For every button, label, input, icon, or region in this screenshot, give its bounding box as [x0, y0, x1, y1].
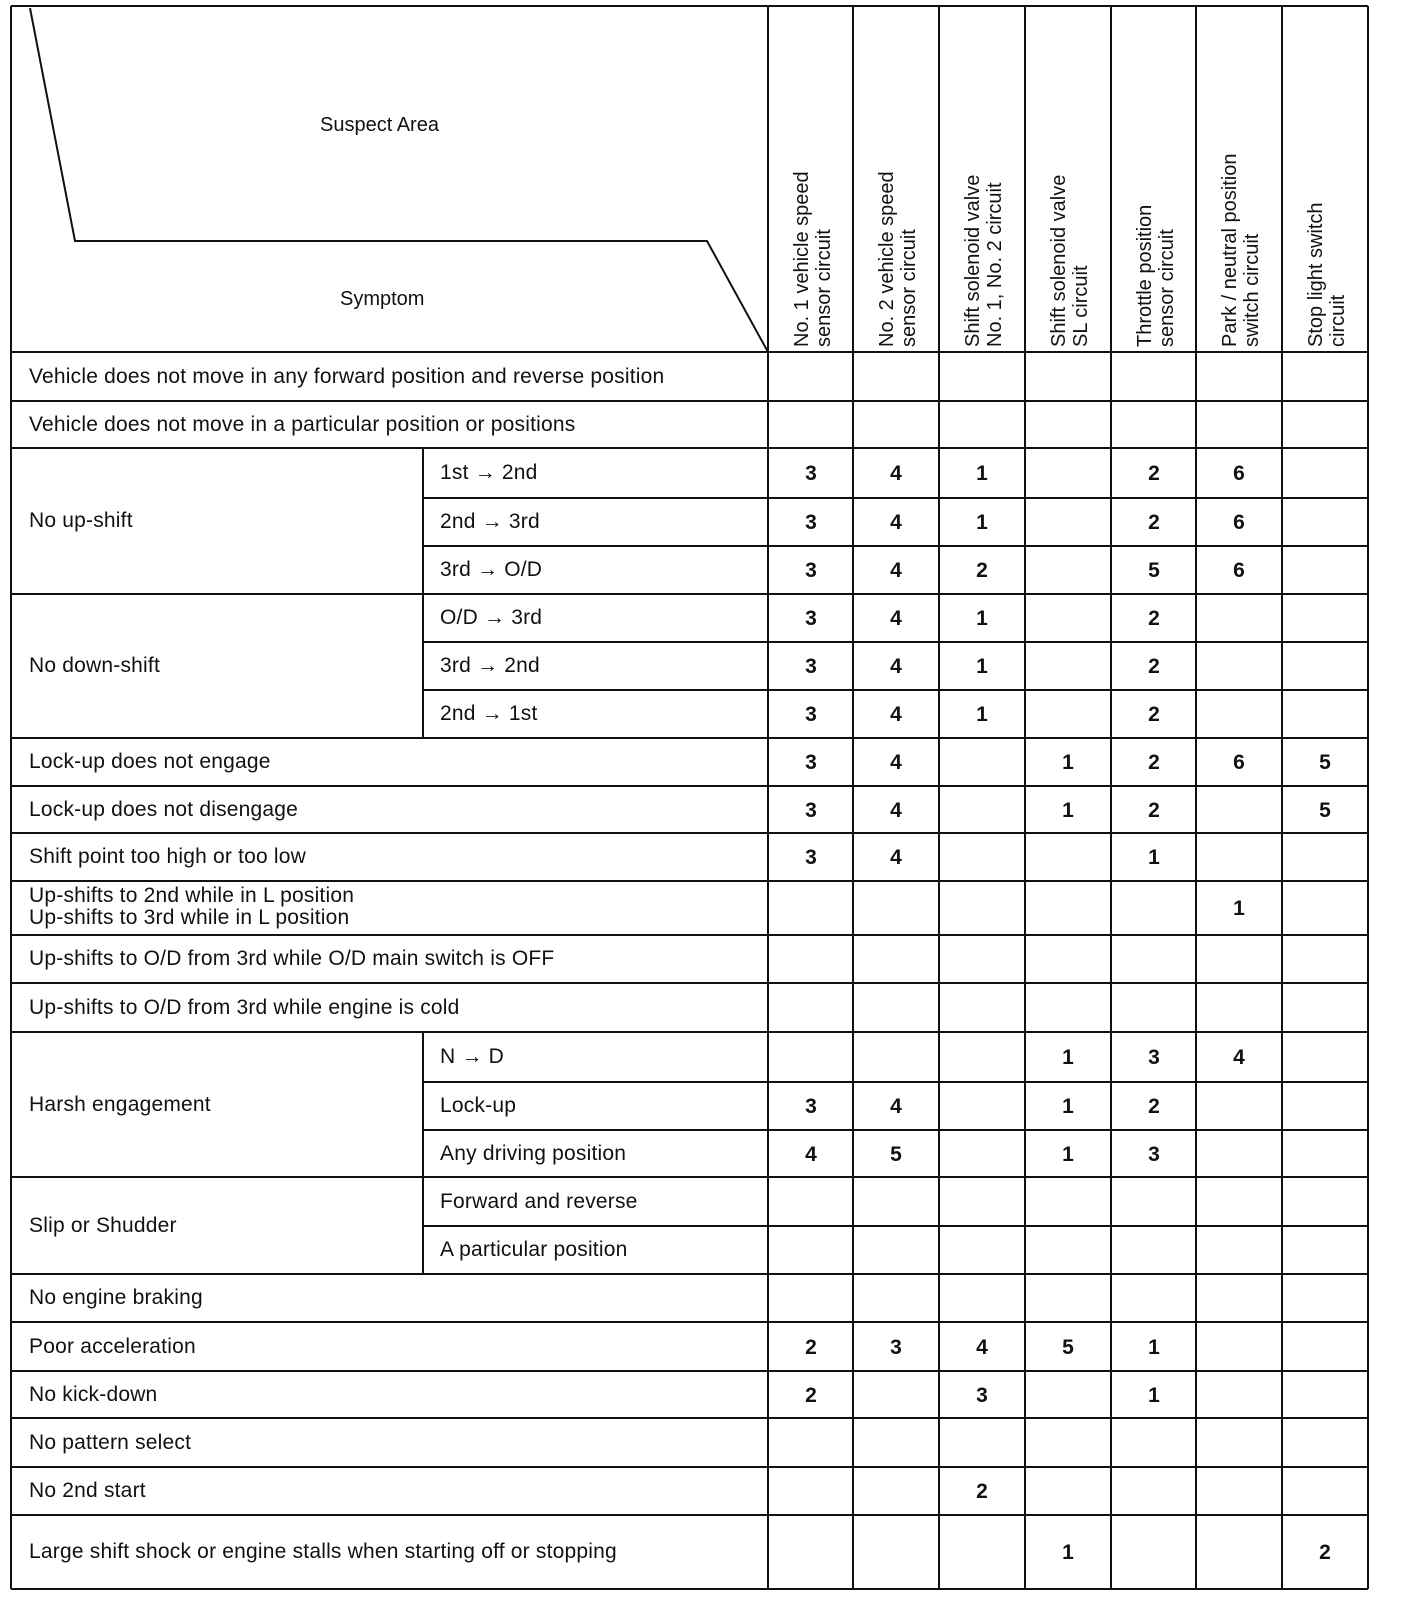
- row-divider: [11, 737, 1368, 739]
- symptom-label: No engine braking: [29, 1286, 203, 1309]
- column-header-line1: Shift solenoid valve: [962, 174, 984, 347]
- priority-value: 2: [976, 559, 988, 582]
- priority-value: 4: [890, 703, 902, 726]
- row-divider: [11, 785, 1368, 787]
- subrow-divider: [423, 1129, 1368, 1131]
- priority-value: 6: [1233, 462, 1245, 485]
- priority-value: 4: [890, 1095, 902, 1118]
- priority-value: 3: [805, 511, 817, 534]
- priority-value: 2: [1319, 1541, 1331, 1564]
- subcondition-label: Any driving position: [440, 1141, 627, 1165]
- symptom-label: Poor acceleration: [29, 1334, 196, 1358]
- priority-value: 1: [976, 462, 988, 485]
- row-divider: [11, 593, 1368, 595]
- priority-value: 1: [1062, 1046, 1074, 1069]
- priority-value: 5: [1319, 798, 1331, 822]
- subcondition-label: N → D: [440, 1045, 504, 1068]
- column-header: [867, 12, 929, 347]
- priority-value: 1: [1233, 897, 1245, 920]
- column-header-line1: No. 1 vehicle speed: [791, 171, 813, 347]
- row-divider: [11, 1514, 1368, 1516]
- column-header-line2: sensor circuit: [898, 229, 920, 347]
- priority-value: 1: [1062, 1095, 1074, 1118]
- priority-value: 5: [1319, 751, 1331, 774]
- priority-value: 1: [976, 607, 988, 630]
- subrow-divider: [423, 689, 1368, 691]
- symptom-label: Slip or Shudder: [29, 1213, 177, 1237]
- priority-value: 4: [890, 462, 902, 485]
- symptom-label: Harsh engagement: [29, 1092, 211, 1116]
- subcategory-divider: [422, 594, 424, 738]
- symptom-label: Up-shifts to 3rd while in L position: [29, 906, 350, 929]
- priority-value: 5: [1062, 1335, 1074, 1359]
- priority-value: 1: [1148, 846, 1160, 869]
- subcondition-label: O/D → 3rd: [440, 606, 543, 629]
- column-divider: [1281, 6, 1283, 1589]
- priority-value: 3: [805, 559, 817, 582]
- priority-value: 5: [890, 1142, 902, 1166]
- priority-value: 1: [976, 703, 988, 726]
- symptom-label: No pattern select: [29, 1430, 192, 1454]
- row-divider: [11, 1417, 1368, 1419]
- priority-value: 4: [890, 607, 902, 630]
- priority-value: 5: [1148, 559, 1160, 582]
- table-border-left: [10, 6, 12, 1589]
- subrow-divider: [423, 545, 1368, 547]
- table-border-top: [11, 5, 1368, 7]
- symptom-label: Up-shifts to O/D from 3rd while O/D main switch is OFF: [29, 947, 555, 970]
- priority-value: 1: [1062, 1541, 1074, 1564]
- column-header-line1: Shift solenoid valve: [1048, 174, 1070, 347]
- priority-value: 4: [890, 846, 902, 869]
- priority-value: 3: [805, 655, 817, 678]
- table-border-right: [1367, 6, 1369, 1589]
- priority-value: 2: [1148, 511, 1160, 534]
- column-header-line2: sensor circuit: [813, 229, 835, 347]
- priority-value: 4: [890, 655, 902, 678]
- table-border-bottom: [11, 1588, 1368, 1590]
- symptom-label: Up-shifts to O/D from 3rd while engine is cold: [29, 995, 460, 1019]
- column-header-line2: switch circuit: [1241, 233, 1263, 347]
- priority-value: 4: [1233, 1046, 1245, 1069]
- column-header-line2: circuit: [1327, 294, 1349, 347]
- column-header: [1210, 12, 1272, 347]
- subrow-divider: [423, 1225, 1368, 1227]
- priority-value: 6: [1233, 559, 1245, 582]
- symptom-label: Vehicle does not move in a particular position or positions: [29, 412, 576, 436]
- priority-value: 1: [1062, 751, 1074, 774]
- symptom-label: Large shift shock or engine stalls when starting off or stopping: [29, 1540, 617, 1563]
- symptom-label: Vehicle does not move in any forward position and reverse position: [29, 364, 665, 388]
- subrow-divider: [423, 1081, 1368, 1083]
- symptom-label: Lock-up does not disengage: [29, 797, 299, 821]
- row-divider: [11, 1273, 1368, 1275]
- column-header-line1: Stop light switch: [1305, 202, 1327, 347]
- priority-value: 4: [890, 559, 902, 582]
- priority-value: 1: [1148, 1335, 1160, 1359]
- priority-value: 4: [890, 798, 902, 822]
- priority-value: 4: [805, 1142, 817, 1166]
- priority-value: 2: [805, 1335, 817, 1359]
- priority-value: 3: [805, 751, 817, 774]
- priority-value: 4: [976, 1335, 988, 1359]
- priority-value: 6: [1233, 751, 1245, 774]
- subcondition-label: Lock-up: [440, 1094, 517, 1117]
- subrow-divider: [423, 497, 1368, 499]
- priority-value: 3: [805, 846, 817, 869]
- priority-value: 1: [976, 511, 988, 534]
- column-header: [1125, 12, 1187, 347]
- subcondition-label: Forward and reverse: [440, 1189, 638, 1213]
- priority-value: 3: [805, 1095, 817, 1118]
- column-header-line1: Throttle position: [1134, 204, 1156, 347]
- symptom-label: No down-shift: [29, 654, 160, 677]
- suspect-area-label: Suspect Area: [320, 114, 439, 136]
- priority-value: 3: [1148, 1046, 1160, 1069]
- symptom-label: Shift point too high or too low: [29, 845, 307, 868]
- priority-value: 2: [1148, 607, 1160, 630]
- subcategory-divider: [422, 1177, 424, 1274]
- column-header-line2: sensor circuit: [1156, 229, 1178, 347]
- row-divider: [11, 1176, 1368, 1178]
- column-header: [1296, 12, 1358, 347]
- priority-value: 3: [805, 798, 817, 822]
- row-divider: [11, 880, 1368, 882]
- priority-value: 1: [1062, 798, 1074, 822]
- priority-value: 4: [890, 751, 902, 774]
- column-header-line2: SL circuit: [1070, 265, 1092, 347]
- subrow-divider: [423, 641, 1368, 643]
- row-divider: [11, 400, 1368, 402]
- symptom-label: Symptom: [340, 288, 425, 310]
- priority-value: 2: [1148, 798, 1160, 822]
- priority-value: 2: [1148, 751, 1160, 774]
- priority-value: 6: [1233, 511, 1245, 534]
- row-divider: [11, 1321, 1368, 1323]
- header-divider: [11, 351, 1368, 353]
- priority-value: 3: [805, 462, 817, 485]
- subcondition-label: A particular position: [440, 1238, 628, 1261]
- subcondition-label: 3rd → 2nd: [440, 654, 540, 677]
- column-header-line1: Park / neutral position: [1219, 153, 1241, 347]
- priority-value: 3: [976, 1383, 988, 1407]
- column-header-line2: No. 1, No. 2 circuit: [984, 182, 1006, 347]
- column-header: [1039, 12, 1101, 347]
- row-divider: [11, 934, 1368, 936]
- row-divider: [11, 1370, 1368, 1372]
- row-divider: [11, 447, 1368, 449]
- priority-value: 1: [976, 655, 988, 678]
- priority-value: 1: [1148, 1383, 1160, 1407]
- subcategory-divider: [422, 448, 424, 594]
- priority-value: 4: [890, 511, 902, 534]
- symptom-label: No kick-down: [29, 1382, 158, 1406]
- symptom-label: Lock-up does not engage: [29, 750, 271, 773]
- priority-value: 2: [976, 1480, 988, 1503]
- priority-value: 2: [1148, 703, 1160, 726]
- priority-value: 3: [805, 607, 817, 630]
- subcondition-label: 3rd → O/D: [440, 558, 543, 581]
- column-header: [953, 12, 1015, 347]
- symptom-label: No 2nd start: [29, 1479, 146, 1502]
- subcategory-divider: [422, 1032, 424, 1177]
- row-divider: [11, 832, 1368, 834]
- column-header-line1: No. 2 vehicle speed: [876, 171, 898, 347]
- priority-value: 3: [890, 1335, 902, 1359]
- priority-value: 3: [805, 703, 817, 726]
- priority-value: 2: [805, 1383, 817, 1407]
- subcondition-label: 1st → 2nd: [440, 461, 538, 484]
- priority-value: 2: [1148, 655, 1160, 678]
- row-divider: [11, 1031, 1368, 1033]
- priority-value: 3: [1148, 1142, 1160, 1166]
- symptom-label: No up-shift: [29, 509, 133, 532]
- subcondition-label: 2nd → 1st: [440, 702, 538, 725]
- row-divider: [11, 1466, 1368, 1468]
- column-header: [782, 12, 844, 347]
- priority-value: 1: [1062, 1142, 1074, 1166]
- symptom-label: Up-shifts to 2nd while in L position: [29, 884, 355, 907]
- priority-value: 2: [1148, 462, 1160, 485]
- row-divider: [11, 982, 1368, 984]
- subcondition-label: 2nd → 3rd: [440, 510, 540, 533]
- priority-value: 2: [1148, 1095, 1160, 1118]
